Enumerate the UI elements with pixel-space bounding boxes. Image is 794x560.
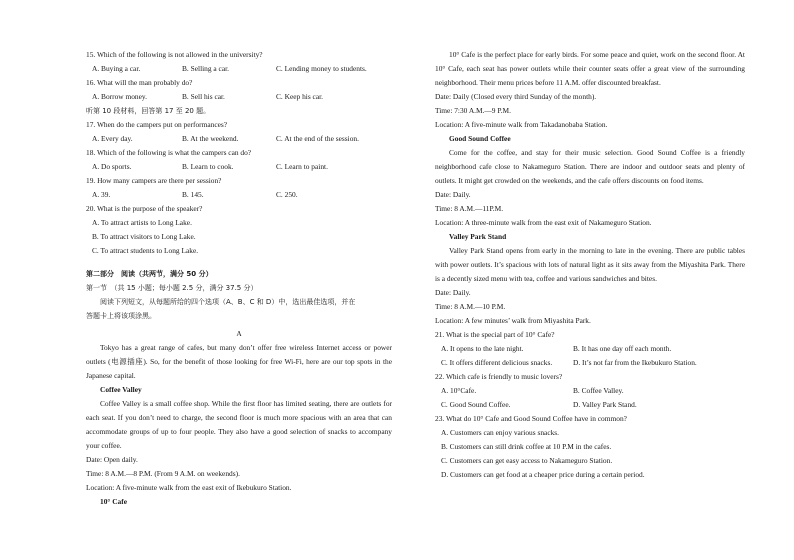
good-sound-coffee-location: Location: A three-minute walk from the east exit of Nakameguro Station.	[435, 218, 652, 227]
question-17-options	[86, 132, 392, 146]
good-sound-coffee-time: Time: 8 A.M.—11P.M.	[435, 204, 504, 213]
question-16-options	[86, 90, 392, 104]
option-c: C. 250.	[276, 190, 298, 199]
option-c: C. Customers can get easy access to Nakameguro Station.	[441, 456, 613, 465]
valley-park-stand-date: Date: Daily.	[435, 288, 471, 297]
option-b: B. Learn to cook.	[182, 162, 234, 171]
option-b: B. 145.	[182, 190, 204, 199]
instructions-line-2: 答题卡上将该项涂黑。	[86, 312, 156, 320]
option-a: A. 39.	[92, 190, 111, 199]
question-20-stem: 20. What is the purpose of the speaker?	[86, 204, 203, 213]
option-b: B. Customers can still drink coffee at 10 P.M in the cafes.	[441, 442, 612, 451]
right-column	[435, 48, 745, 482]
option-b: B. Coffee Valley.	[573, 386, 624, 395]
valley-park-stand-description: Valley Park Stand opens from early in the morning to late in the evening. There are public tables with power outlets. It’s spacious with lots of natural light as it sits away from the Miyashita Park. There is a decently sized menu with tea, coffee and various sandwiches and bites.	[435, 246, 745, 283]
section-1-heading: 第一节 （共 15 小题；每小题 2.5 分，满分 37.5 分）	[86, 284, 258, 292]
coffee-valley-description: Coffee Valley is a small coffee shop. While the first floor has limited seating, there are outlets for each seat. If you don’t need to charge, the second floor is much more spacious with an area that can accommodate groups of up to four people. They also have a good selection of snacks to accompany your coffee.	[86, 399, 392, 450]
question-18-options	[86, 160, 392, 174]
question-22-stem: 22. Which cafe is friendly to music lovers?	[435, 372, 563, 381]
question-21-options-row-1	[435, 342, 745, 356]
cafe-heading-10-cafe: 10° Cafe	[100, 497, 127, 506]
good-sound-coffee-description: Come for the coffee, and stay for their music selection. Good Sound Coffee is a friendly neighborhood cafe close to Nakameguro Station. There are indoor and outdoor seats and plenty of outlets. It might get crowded on the weekends, and the cafe offers discounts on food items.	[435, 148, 745, 185]
cafe-heading-good-sound-coffee: Good Sound Coffee	[449, 134, 511, 143]
question-15-stem: 15. Which of the following is not allowed in the university?	[86, 50, 263, 59]
option-c: C. To attract students to Long Lake.	[92, 246, 199, 255]
question-21-stem: 21. What is the special part of 10° Cafe?	[435, 330, 555, 339]
option-a: A. It opens to the late night.	[441, 344, 524, 353]
option-c: C. Good Sound Coffee.	[441, 400, 511, 409]
question-17-stem: 17. When do the campers put on performances?	[86, 120, 228, 129]
option-b: B. Sell his car.	[182, 92, 225, 101]
option-a: A. Borrow money.	[92, 92, 147, 101]
option-c: C. Lending money to students.	[276, 64, 367, 73]
option-a: A. Every day.	[92, 134, 133, 143]
valley-park-stand-time: Time: 8 A.M.—10 P.M.	[435, 302, 506, 311]
cafe-heading-coffee-valley: Coffee Valley	[100, 385, 142, 394]
question-18-stem: 18. Which of the following is what the campers can do?	[86, 148, 252, 157]
option-a: A. Do sports.	[92, 162, 132, 171]
option-b: B. To attract visitors to Long Lake.	[92, 232, 196, 241]
10-cafe-date: Date: Daily (Closed every third Sunday of the month).	[435, 92, 597, 101]
option-a: A. Customers can enjoy various snacks.	[441, 428, 560, 437]
cafe-heading-valley-park-stand: Valley Park Stand	[449, 232, 507, 241]
passage-label: A	[236, 329, 242, 338]
10-cafe-location: Location: A five-minute walk from Takadanobaba Station.	[435, 120, 608, 129]
10-cafe-time: Time: 7:30 A.M.—9 P.M.	[435, 106, 511, 115]
coffee-valley-time: Time: 8 A.M.—8 P.M. (From 9 A.M. on weekends).	[86, 469, 240, 478]
option-a: A. 10°Cafe.	[441, 386, 477, 395]
option-d: D. Customers can get food at a cheaper price during a certain period.	[441, 470, 645, 479]
question-21-options-row-2	[435, 356, 745, 370]
question-22-options-row-1	[435, 384, 745, 398]
option-d: D. It’s not far from the Ikebukuro Station.	[573, 358, 697, 367]
coffee-valley-location: Location: A five-minute walk from the east exit of Ikebukuro Station.	[86, 483, 292, 492]
passage-intro: Tokyo has a great range of cafes, but many don’t offer free wireless Internet access or power outlets (电源插座). So, for the benefit of those looking for free Wi-Fi, here are our top spots in the Japanese capital.	[86, 343, 392, 380]
option-c: C. Keep his car.	[276, 92, 323, 101]
option-a: A. Buying a car.	[92, 64, 141, 73]
good-sound-coffee-date: Date: Daily.	[435, 190, 471, 199]
question-19-stem: 19. How many campers are there per session?	[86, 176, 222, 185]
option-c: C. At the end of the session.	[276, 134, 359, 143]
10-cafe-description: 10° Cafe is the perfect place for early birds. For some peace and quiet, work on the second floor. At 10° Cafe, each seat has power outlets while their counter seats offer a great view of the surrounding neighborhood. Their menu prices before 11 A.M. offer discounted breakfast.	[435, 50, 745, 87]
option-c: C. Learn to paint.	[276, 162, 328, 171]
part-2-heading: 第二部分 阅读（共两节，满分 50 分）	[86, 270, 213, 278]
option-d: D. Valley Park Stand.	[573, 400, 637, 409]
option-b: B. At the weekend.	[182, 134, 239, 143]
option-a: A. To attract artists to Long Lake.	[92, 218, 192, 227]
instructions-line-1: 阅读下列短文，从每题所给的四个选项（A、B、C 和 D）中，选出最佳选项，并在	[100, 298, 356, 306]
left-column	[86, 48, 392, 509]
question-19-options	[86, 188, 392, 202]
option-c: C. It offers different delicious snacks.	[441, 358, 553, 367]
option-b: B. It has one day off each month.	[573, 344, 672, 353]
coffee-valley-date: Date: Open daily.	[86, 455, 138, 464]
option-b: B. Selling a car.	[182, 64, 230, 73]
question-15-options	[86, 62, 392, 76]
valley-park-stand-location: Location: A few minutes’ walk from Miyashita Park.	[435, 316, 591, 325]
question-23-stem: 23. What do 10° Cafe and Good Sound Coffee have in common?	[435, 414, 627, 423]
question-22-options-row-2	[435, 398, 745, 412]
question-16-stem: 16. What will the man probably do?	[86, 78, 193, 87]
listening-note: 听第 10 段材料，回答第 17 至 20 题。	[86, 107, 211, 115]
